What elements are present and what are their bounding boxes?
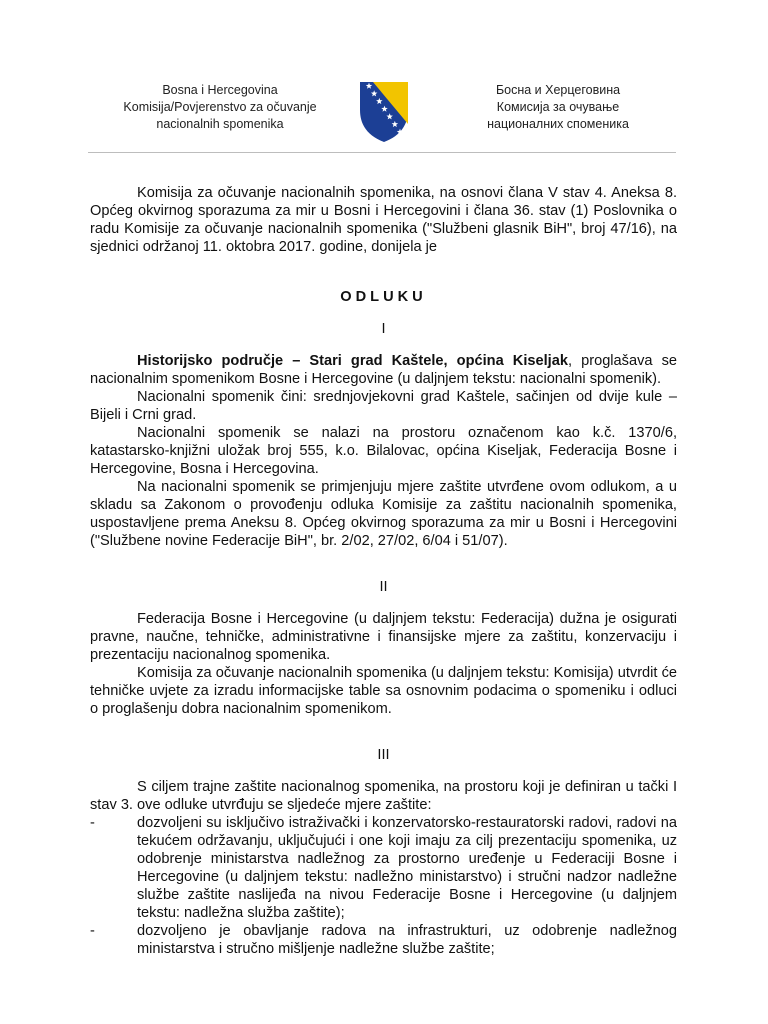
list-item: - dozvoljeni su isključivo istraživački i konzervatorsko-restauratorski radovi, radovi na tekućem održavanju, uključujući i one koji imaju za cilj prezentaciju spomenika, uz odobrenje ministarstva nadležnog za prostorno uređenje u Federaciji Bosne i Hercegovine (u daljnjem tekstu: nadležno ministarstvo) i stručni nadzor nadležne službe zaštite naslijeđa na nivou Federacije Bosne i Hercegovine (u daljnjem tekstu: nadležna služba zaštite); xyxy=(90,815,677,921)
section-numeral: I xyxy=(381,321,386,337)
header-divider xyxy=(88,152,676,153)
list-item-text: dozvoljeno je obavljanje radova na infrastrukturi, uz odobrenje nadležnog ministarstva i stručno mišljenje nadležne službe zaštite; xyxy=(137,923,677,957)
section-paragraph: S ciljem trajne zaštite nacionalnog spomenika, na prostoru koji je definiran u tački I stav 3. ove odluke utvrđuju se sljedeće mjere zaštite: xyxy=(90,779,677,813)
section-paragraph: Federacija Bosne i Hercegovine (u daljnjem tekstu: Federacija) dužna je osigurati pravne, naučne, tehničke, administrativne i finansijske mjere za zaštitu, konzervaciju i prezentaciju nacionalnog spomenika. xyxy=(90,611,677,663)
section-paragraph: Nacionalni spomenik čini: srednjovjekovni grad Kaštele, sačinjen od dvije kule – Bijeli i Crni grad. xyxy=(90,389,677,423)
monument-name: Historijsko područje – Stari grad Kaštele, općina Kiseljak xyxy=(137,353,568,369)
intro-paragraph: Komisija za očuvanje nacionalnih spomenika, na osnovi člana V stav 4. Aneksa 8. Općeg okvirnog sporazuma za mir u Bosni i Hercegovini i člana 36. stav (1) Poslovnika o radu Komisije za očuvanje nacionalnih spomenika ("Službeni glasnik BiH", broj 47/16), na sjednici održanoj 11. oktobra 2017. godine, donijela je xyxy=(90,185,677,255)
section-paragraph xyxy=(90,352,677,388)
letterhead-latin-line: nacionalnih spomenika xyxy=(156,117,284,131)
document-title: ODLUKU xyxy=(340,289,427,305)
section-numeral: II xyxy=(379,579,388,595)
letterhead-cyrillic xyxy=(458,82,658,133)
section-paragraph-text: , proglašava se nacionalnim spomenikom Bosne i Hercegovine (u daljnjem tekstu: nacionalni spomenik). xyxy=(90,353,677,387)
measures-list xyxy=(90,814,677,958)
letterhead xyxy=(0,78,768,148)
letterhead-latin xyxy=(95,82,345,133)
letterhead-latin-line: Bosna i Hercegovina xyxy=(162,83,278,97)
letterhead-cyrillic-line: Комисија за очување xyxy=(496,100,620,114)
list-item: - dozvoljeno je obavljanje radova na infrastrukturi, uz odobrenje nadležnog ministarstva i stručno mišljenje nadležne službe zaštite; xyxy=(90,923,677,957)
section-paragraph: Nacionalni spomenik se nalazi na prostoru označenom kao k.č. 1370/6, katastarsko-knjižni uložak broj 555, k.o. Bilalovac, općina Kiseljak, Federacija Bosne i Hercegovine, Bosna i Hercegovina. xyxy=(90,425,677,477)
document-body xyxy=(90,184,677,958)
letterhead-cyrillic-line: Босна и Херцеговина xyxy=(495,83,621,97)
letterhead-latin-line: Komisija/Povjerenstvo za očuvanje xyxy=(123,100,317,114)
section-paragraph: Na nacionalni spomenik se primjenjuju mjere zaštite utvrđene ovom odlukom, a u skladu sa Zakonom o provođenju odluka Komisije za zaštitu nacionalnih spomenika, uspostavljene prema Aneksu 8. Općeg okvirnog sporazuma za mir u Bosni i Hercegovini ("Službene novine Federacije BiH", br. 2/02, 27/02, 6/04 i 51/07). xyxy=(90,479,677,549)
list-item-text: dozvoljeni su isključivo istraživački i konzervatorsko-restauratorski radovi, radovi na tekućem održavanju, uključujući i one koji imaju za cilj prezentaciju spomenika, uz odobrenje ministarstva nadležnog za prostorno uređenje u Federaciji Bosne i Hercegovine (u daljnjem tekstu: nadležno ministarstvo) i stručni nadzor nadležne službe zaštite naslijeđa na nivou Federacije Bosne i Hercegovine (u daljnjem tekstu: nadležna služba zaštite); xyxy=(137,815,677,921)
letterhead-cyrillic-line: националних споменика xyxy=(487,117,629,131)
section-numeral: III xyxy=(377,747,390,763)
bih-coat-of-arms-icon xyxy=(357,80,411,144)
section-paragraph: Komisija za očuvanje nacionalnih spomenika (u daljnjem tekstu: Komisija) utvrdit će tehničke uvjete za izradu informacijske table sa osnovnim podacima o spomeniku i odluci o proglašenju dobra nacionalnim spomenikom. xyxy=(90,665,677,717)
